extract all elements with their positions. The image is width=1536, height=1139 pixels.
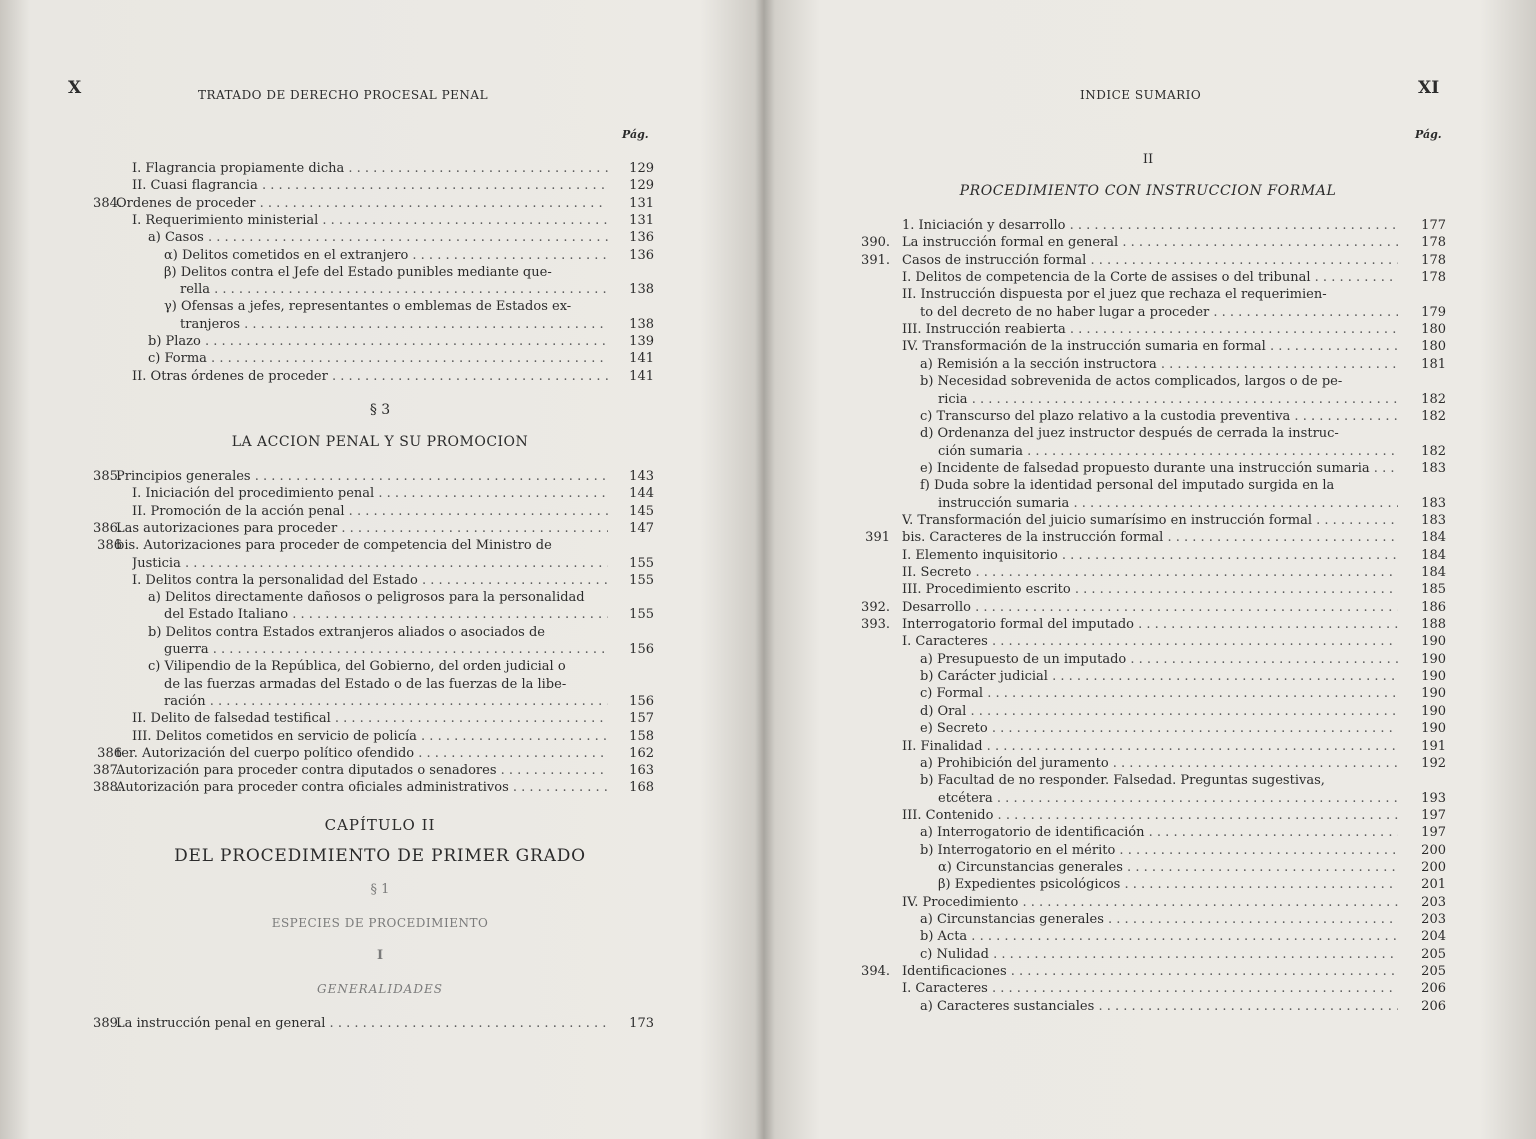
page-number: XI [1418, 78, 1440, 98]
entry-page: 129 [629, 178, 654, 194]
entry-text: Desarrollo . . . [902, 599, 1398, 617]
toc-entry [856, 252, 1452, 270]
entry-page: 190 [1421, 686, 1446, 702]
entry-text: α) Circunstancias generales . . . [938, 859, 1398, 877]
toc-entry [856, 373, 1452, 391]
entry-number: 392. [861, 599, 890, 615]
entry-page: 186 [1421, 599, 1446, 615]
entry-page: 177 [1421, 218, 1446, 233]
toc-entry [856, 477, 1452, 495]
toc-entry [70, 503, 656, 521]
entry-text: III. Contenido . . . [902, 807, 1398, 825]
toc-entry [70, 745, 656, 763]
entry-text: b) Delitos contra Estados extranjeros aliados o asociados de [148, 624, 545, 640]
toc-entry [856, 963, 1452, 981]
entry-text: 1. Iniciación y desarrollo . . . [902, 217, 1398, 235]
subpart-title: GENERALIDADES [317, 982, 443, 996]
entry-text: d) Oral . . . [920, 703, 1398, 721]
entry-number: 387. [93, 763, 122, 779]
entry-page: 155 [629, 607, 654, 623]
entry-text: b) Interrogatorio en el mérito . . . [920, 842, 1398, 860]
entry-text: II. Cuasi flagrancia . . . [132, 177, 608, 195]
entry-text: rella . . . [180, 281, 608, 299]
toc-entry [70, 229, 656, 247]
toc-entry [856, 304, 1452, 322]
chapter-label: CAPÍTULO II [324, 816, 436, 834]
toc-entry [856, 859, 1452, 877]
entry-text: c) Nulidad . . . [920, 946, 1398, 964]
toc-entry [856, 408, 1452, 426]
right-page [768, 0, 1536, 1139]
chapter-title: DEL PROCEDIMIENTO DE PRIMER GRADO [174, 846, 586, 866]
page-number: X [68, 78, 82, 98]
entry-text: I. Iniciación del procedimiento penal . . . [132, 485, 608, 503]
entry-page: 173 [629, 1016, 654, 1031]
entry-text: de las fuerzas armadas del Estado o de las fuerzas de la libe- [164, 676, 567, 692]
entry-page: 180 [1421, 339, 1446, 355]
entry-page: 141 [629, 351, 654, 367]
entry-text: a) Interrogatorio de identificación . . . [920, 824, 1398, 842]
entry-page: 155 [629, 572, 654, 588]
toc-entry [70, 333, 656, 351]
toc-entry [856, 651, 1452, 669]
entry-text: Interrogatorio formal del imputado . . . [902, 616, 1398, 634]
toc-entry [70, 762, 656, 780]
entry-page: 197 [1421, 807, 1446, 823]
toc-entry [856, 894, 1452, 912]
toc-entry [70, 350, 656, 368]
entry-text: etcétera . . . [938, 790, 1398, 808]
entry-text: b) Acta . . . [920, 928, 1398, 946]
toc-entry [856, 564, 1452, 582]
entry-number: 391. [861, 252, 890, 268]
toc-entry [70, 572, 656, 590]
entry-text: f) Duda sobre la identidad personal del imputado surgida en la [920, 478, 1335, 494]
entry-text: Las autorizaciones para proceder . . . [116, 520, 608, 538]
entry-page: 178 [1421, 270, 1446, 286]
entry-text: a) Caracteres sustanciales . . . [920, 998, 1398, 1016]
toc-entry [856, 928, 1452, 946]
toc-entry [70, 1015, 656, 1033]
entry-text: a) Remisión a la sección instructora . . . [920, 356, 1398, 374]
toc-entry [70, 264, 656, 282]
toc-entry [70, 298, 656, 316]
toc-entry [856, 391, 1452, 409]
entry-text: II. Secreto . . . [902, 564, 1398, 582]
entry-page: 183 [1421, 512, 1446, 528]
entry-text: IV. Procedimiento . . . [902, 894, 1398, 912]
entry-text: Ordenes de proceder . . . [116, 195, 608, 213]
toc-entry [856, 755, 1452, 773]
entry-number: 393. [861, 617, 890, 633]
toc-entry [70, 676, 656, 694]
entry-text: La instrucción formal en general . . . [902, 234, 1398, 252]
toc-entry [856, 460, 1452, 478]
entry-page: 183 [1421, 495, 1446, 511]
entry-page: 200 [1421, 859, 1446, 875]
toc-entry [856, 547, 1452, 565]
toc-entry [856, 685, 1452, 703]
pag-label: Pág. [1415, 128, 1442, 141]
entry-text: La instrucción penal en general . . . [116, 1015, 608, 1033]
entry-page: 143 [629, 469, 654, 484]
toc-entry [70, 624, 656, 642]
entry-text: Casos de instrucción formal . . . [902, 252, 1398, 270]
toc-entry [70, 485, 656, 503]
entry-number: 391 [865, 530, 890, 546]
entry-number: 388. [93, 780, 122, 796]
entry-text: e) Incidente de falsedad propuesto durante una instrucción sumaria . . . [920, 460, 1398, 478]
toc-entry [856, 911, 1452, 929]
entry-page: 206 [1421, 981, 1446, 997]
entry-page: 131 [629, 212, 654, 228]
toc-entry [70, 728, 656, 746]
toc-entry [856, 599, 1452, 617]
toc-entry [856, 998, 1452, 1016]
entry-page: 178 [1421, 252, 1446, 268]
toc-entry [856, 772, 1452, 790]
entry-page: 178 [1421, 235, 1446, 251]
entry-page: 185 [1421, 582, 1446, 598]
toc-entry [70, 177, 656, 195]
entry-text: ricia . . . [938, 391, 1398, 409]
toc-entry [70, 606, 656, 624]
entry-text: to del decreto de no haber lugar a proceder . . . [920, 304, 1398, 322]
toc-entry [856, 443, 1452, 461]
entry-text: a) Delitos directamente dañosos o peligrosos para la personalidad [148, 590, 585, 606]
entry-page: 184 [1421, 530, 1446, 546]
toc-entry [70, 537, 656, 555]
entry-text: c) Forma . . . [148, 350, 608, 368]
toc-entry [856, 668, 1452, 686]
entry-page: 183 [1421, 460, 1446, 476]
entry-page: 129 [629, 161, 654, 176]
entry-text: β) Expedientes psicológicos . . . [938, 876, 1398, 894]
entry-text: a) Presupuesto de un imputado . . . [920, 651, 1398, 669]
entry-page: 162 [629, 745, 654, 761]
section-mark: § 3 [369, 402, 391, 418]
entry-text: II. Otras órdenes de proceder . . . [132, 368, 608, 386]
entry-text: c) Formal . . . [920, 685, 1398, 703]
toc-entry [856, 217, 1452, 235]
entry-text: II. Finalidad . . . [902, 738, 1398, 756]
entry-text: d) Ordenanza del juez instructor después de cerrada la instruc- [920, 426, 1339, 442]
toc-entry [70, 212, 656, 230]
toc-entry [856, 720, 1452, 738]
toc-entry [856, 425, 1452, 443]
entry-page: 205 [1421, 946, 1446, 962]
entry-page: 203 [1421, 894, 1446, 910]
entry-text: b) Necesidad sobrevenida de actos complicados, largos o de pe- [920, 374, 1343, 390]
toc-entry [70, 589, 656, 607]
entry-page: 204 [1421, 929, 1446, 945]
entry-text: II. Delito de falsedad testifical . . . [132, 710, 608, 728]
entry-page: 203 [1421, 912, 1446, 927]
toc-entry [856, 980, 1452, 998]
entry-page: 205 [1421, 964, 1446, 980]
entry-page: 156 [629, 642, 654, 657]
entry-page: 182 [1421, 408, 1446, 424]
entry-page: 163 [629, 763, 654, 779]
toc-entry [70, 195, 656, 213]
entry-text: I. Flagrancia propiamente dicha . . . [132, 160, 608, 178]
toc-entry [856, 946, 1452, 964]
entry-page: 190 [1421, 703, 1446, 719]
entry-text: I. Caracteres . . . [902, 633, 1398, 651]
toc-entry [856, 807, 1452, 825]
entry-number: 389. [93, 1016, 122, 1031]
toc-entry [856, 529, 1452, 547]
toc-entry [70, 468, 656, 486]
entry-text: c) Vilipendio de la República, del Gobierno, del orden judicial o [148, 659, 566, 675]
toc-entry [70, 779, 656, 797]
entry-number: 386 [97, 745, 122, 761]
entry-text: b) Carácter judicial . . . [920, 668, 1398, 686]
toc-entry [856, 842, 1452, 860]
entry-number: 386. [93, 520, 122, 536]
toc-entry [856, 356, 1452, 374]
toc-entry [856, 269, 1452, 287]
entry-text: Justicia . . . [132, 555, 608, 573]
entry-page: 200 [1421, 842, 1446, 858]
entry-number: 394. [861, 964, 890, 980]
toc-entry [856, 824, 1452, 842]
entry-page: 182 [1421, 391, 1446, 407]
entry-text: III. Instrucción reabierta . . . [902, 321, 1398, 339]
toc-entry [856, 321, 1452, 339]
entry-page: 190 [1421, 721, 1446, 737]
entry-page: 190 [1421, 634, 1446, 650]
toc-entry [856, 876, 1452, 894]
toc-entry [70, 520, 656, 538]
subpart-mark: I [376, 948, 384, 963]
toc-entry [856, 581, 1452, 599]
entry-page: 136 [629, 247, 654, 263]
toc-entry [70, 710, 656, 728]
entry-page: 155 [629, 555, 654, 571]
toc-entry [70, 641, 656, 659]
entry-page: 136 [629, 230, 654, 246]
entry-page: 157 [629, 711, 654, 727]
running-head: TRATADO DE DERECHO PROCESAL PENAL [198, 88, 489, 102]
entry-page: 138 [629, 316, 654, 332]
entry-page: 180 [1421, 322, 1446, 338]
entry-page: 201 [1421, 877, 1446, 893]
entry-page: 182 [1421, 443, 1446, 459]
entry-number: 390. [861, 235, 890, 251]
entry-page: 191 [1421, 738, 1446, 754]
entry-page: 181 [1421, 356, 1446, 372]
toc-entry [856, 338, 1452, 356]
entry-page: 188 [1421, 617, 1446, 633]
entry-number: 385. [93, 469, 122, 484]
entry-text: e) Secreto . . . [920, 720, 1398, 738]
toc-entry [856, 633, 1452, 651]
entry-number: 386 [97, 538, 122, 554]
entry-text: III. Procedimiento escrito . . . [902, 581, 1398, 599]
toc-entry [70, 368, 656, 386]
entry-page: 179 [1421, 304, 1446, 320]
part-mark: II [1142, 152, 1154, 167]
entry-page: 168 [629, 780, 654, 796]
entry-page: 206 [1421, 998, 1446, 1014]
entry-text: γ) Ofensas a jefes, representantes o emblemas de Estados ex- [164, 299, 572, 315]
toc-entry [70, 247, 656, 265]
entry-text: b) Facultad de no responder. Falsedad. Preguntas sugestivas, [920, 773, 1325, 789]
toc-entry [856, 616, 1452, 634]
running-head: INDICE SUMARIO [1080, 88, 1202, 102]
entry-text: a) Circunstancias generales . . . [920, 911, 1398, 929]
toc-entry [856, 495, 1452, 513]
left-page [0, 0, 760, 1139]
entry-text: Principios generales . . . [116, 468, 608, 486]
entry-text: III. Delitos cometidos en servicio de policía . . . [132, 728, 608, 746]
entry-text: c) Transcurso del plazo relativo a la custodia preventiva . . . [920, 408, 1398, 426]
entry-text: tranjeros . . . [180, 316, 608, 334]
entry-text: b) Plazo . . . [148, 333, 608, 351]
entry-page: 139 [629, 334, 654, 349]
entry-text: Autorización para proceder contra oficiales administrativos . . . [116, 779, 608, 797]
entry-text: ción sumaria . . . [938, 443, 1398, 461]
toc-entry [70, 693, 656, 711]
entry-number: 384. [93, 195, 122, 211]
entry-text: ter. Autorización del cuerpo político ofendido . . . [116, 745, 608, 763]
toc-entry [856, 234, 1452, 252]
entry-text: IV. Transformación de la instrucción sumaria en formal . . . [902, 338, 1398, 356]
section-title: ESPECIES DE PROCEDIMIENTO [271, 916, 489, 930]
entry-page: 184 [1421, 565, 1446, 580]
entry-page: 158 [629, 728, 654, 744]
entry-text: I. Caracteres . . . [902, 980, 1398, 998]
entry-text: Identificaciones . . . [902, 963, 1398, 981]
entry-text: II. Instrucción dispuesta por el juez que rechaza el requerimien- [902, 287, 1327, 303]
entry-page: 138 [629, 282, 654, 298]
entry-text: I. Elemento inquisitorio . . . [902, 547, 1398, 565]
entry-page: 156 [629, 693, 654, 709]
entry-text: II. Promoción de la acción penal . . . [132, 503, 608, 521]
entry-page: 190 [1421, 651, 1446, 667]
entry-page: 147 [629, 520, 654, 536]
entry-page: 197 [1421, 825, 1446, 841]
toc-entry [70, 555, 656, 573]
entry-page: 145 [629, 503, 654, 519]
entry-text: I. Requerimiento ministerial . . . [132, 212, 608, 230]
entry-text: I. Delitos contra la personalidad del Estado . . . [132, 572, 608, 590]
entry-text: I. Delitos de competencia de la Corte de assises o del tribunal . . . [902, 269, 1398, 287]
toc-entry [856, 512, 1452, 530]
entry-text: bis. Autorizaciones para proceder de competencia del Ministro de [116, 538, 552, 554]
entry-text: β) Delitos contra el Jefe del Estado punibles mediante que- [164, 264, 552, 280]
toc-entry [856, 286, 1452, 304]
section-mark: § 1 [370, 882, 390, 897]
entry-page: 192 [1421, 755, 1446, 771]
entry-text: ración . . . [164, 693, 608, 711]
entry-text: α) Delitos cometidos en el extranjero . . . [164, 247, 608, 265]
entry-text: del Estado Italiano . . . [164, 606, 608, 624]
entry-text: a) Casos . . . [148, 229, 608, 247]
entry-page: 184 [1421, 547, 1446, 563]
toc-entry [70, 160, 656, 178]
toc-entry [70, 281, 656, 299]
toc-entry [856, 703, 1452, 721]
entry-page: 190 [1421, 669, 1446, 685]
entry-text: guerra . . . [164, 641, 608, 659]
entry-page: 193 [1421, 790, 1446, 806]
entry-text: V. Transformación del juicio sumarísimo en instrucción formal . . . [902, 512, 1398, 530]
part-title: PROCEDIMIENTO CON INSTRUCCION FORMAL [959, 183, 1337, 199]
entry-text: Autorización para proceder contra diputados o senadores . . . [116, 762, 608, 780]
toc-entry [70, 658, 656, 676]
toc-entry [70, 316, 656, 334]
pag-label: Pág. [622, 128, 649, 141]
entry-page: 131 [629, 195, 654, 211]
entry-text: a) Prohibición del juramento . . . [920, 755, 1398, 773]
toc-entry [856, 738, 1452, 756]
entry-page: 141 [629, 368, 654, 384]
entry-page: 144 [629, 486, 654, 502]
entry-text: instrucción sumaria . . . [938, 495, 1398, 513]
toc-entry [856, 790, 1452, 808]
entry-text: bis. Caracteres de la instrucción formal . . . [902, 529, 1398, 547]
section-title: LA ACCION PENAL Y SU PROMOCION [231, 434, 529, 450]
